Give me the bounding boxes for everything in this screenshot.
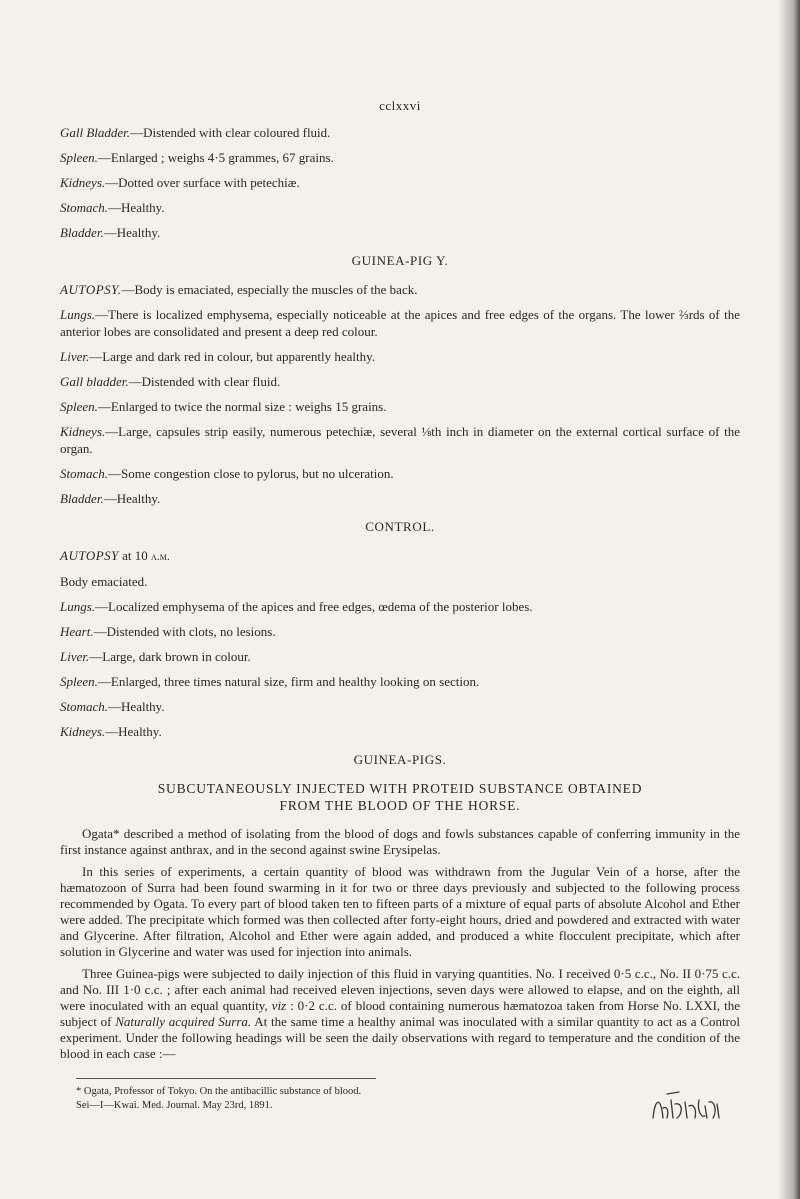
section-title-line-1: SUBCUTANEOUSLY INJECTED WITH PROTEID SUBSTANCE OBTAINED (157, 781, 643, 796)
entry-lungs: Lungs.—Localized emphysema of the apices and free edges, œdema of the posterior lobes. (60, 599, 533, 614)
entry-gall-bladder: Gall Bladder.—Distended with clear coloured fluid. (60, 125, 331, 140)
handwritten-signature (645, 1088, 735, 1128)
footnote-line-1: * Ogata, Professor of Tokyo. On the antibacillic substance of blood. (76, 1086, 362, 1097)
entry-spleen: Spleen.—Enlarged ; weighs 4·5 grammes, 67 grains. (60, 150, 334, 165)
section-title-line-2: FROM THE BLOOD OF THE HORSE. (279, 798, 521, 813)
entry-stomach: Stomach.—Healthy. (60, 200, 165, 215)
paragraph-3: Three Guinea-pigs were subjected to daily injection of this fluid in varying quantities. No. I received 0·5 c.c., No. II 0·75 c.c. and No. III 1·0 c.c. ; after each animal had received eleven injections, seven days were allowed to elapse, and on the eighth, all were inoculated with an equal quantity, viz : 0·2 c.c. of blood containing numerous hæmatozoa taken from Horse No. LXXI, the subject of Naturally acquired Surra. At the same time a healthy animal was inoculated with a similar quantity to act as a Control experiment. Under the following headings will be seen the daily observations with regard to temperature and the condition of the blood in each case :— (60, 966, 741, 1061)
paragraph-2: In this series of experiments, a certain quantity of blood was withdrawn from the Jugular Vein of a horse, after the hæmatozoon of Surra had been found swarming in it for two or three days previously and subjected to the following process recommended by Ogata. To every part of blood taken ten to fifteen parts of a mixture of equal parts of absolute Alcohol and Ether were added. The precipitate which formed was then collected after forty-eight hours, dried and powdered and extracted with water and Glycerine. After filtration, Alcohol and Ether were again added, and produced a white flocculent precipitate, which after solution in Glycerine and water was used for injection into animals. (60, 864, 740, 959)
entry-bladder: Bladder.—Healthy. (60, 491, 161, 506)
entry-lungs: Lungs.—There is localized emphysema, especially noticeable at the apices and free edges of the organs. The lower ⅔rds of the anterior lobes are consolidated and present a deep red colour. (60, 307, 740, 339)
entry-bladder: Bladder.—Healthy. (60, 225, 161, 240)
entry-kidneys: Kidneys.—Dotted over surface with petechiæ. (60, 175, 300, 190)
section-title (60, 780, 740, 814)
footnote (60, 1085, 740, 1113)
heading-guinea-pigs: GUINEA-PIGS. (353, 752, 447, 767)
autopsy-line: AUTOPSY at 10 a.m. (60, 548, 170, 563)
heading-guinea-pig-y: GUINEA-PIG Y. (351, 253, 449, 268)
page-edge-shadow (778, 0, 800, 1199)
heading-control: CONTROL. (365, 519, 435, 534)
entry-liver: Liver.—Large and dark red in colour, but apparently healthy. (60, 349, 375, 364)
page-number: cclxxvi (379, 98, 421, 113)
control-section (60, 547, 740, 740)
entry-gall-bladder: Gall bladder.—Distended with clear fluid. (60, 374, 281, 389)
page-content (60, 124, 740, 1113)
footnote-line-2: Sei—I—Kwai. Med. Journal. May 23rd, 1891. (76, 1100, 273, 1111)
autopsy-line: AUTOPSY.—Body is emaciated, especially the muscles of the back. (60, 282, 418, 297)
top-entries (60, 124, 740, 241)
entry-stomach: Stomach.—Healthy. (60, 699, 165, 714)
guinea-pig-y-section (60, 281, 740, 507)
entry-spleen: Spleen.—Enlarged to twice the normal size : weighs 15 grains. (60, 399, 387, 414)
body-line: Body emaciated. (60, 574, 148, 589)
entry-liver: Liver.—Large, dark brown in colour. (60, 649, 251, 664)
paragraph-1: Ogata* described a method of isolating from the blood of dogs and fowls substances capable of conferring immunity in the first instance against anthrax, and in the second against swine Erysipelas. (60, 826, 740, 857)
footnote-divider (76, 1078, 376, 1079)
entry-stomach: Stomach.—Some congestion close to pylorus, but no ulceration. (60, 466, 394, 481)
entry-heart: Heart.—Distended with clots, no lesions. (60, 624, 276, 639)
entry-kidneys: Kidneys.—Large, capsules strip easily, numerous petechiæ, several ⅛th inch in diameter on the external cortical surface of the organ. (60, 424, 740, 456)
entry-spleen: Spleen.—Enlarged, three times natural size, firm and healthy looking on section. (60, 674, 480, 689)
entry-kidneys: Kidneys.—Healthy. (60, 724, 162, 739)
